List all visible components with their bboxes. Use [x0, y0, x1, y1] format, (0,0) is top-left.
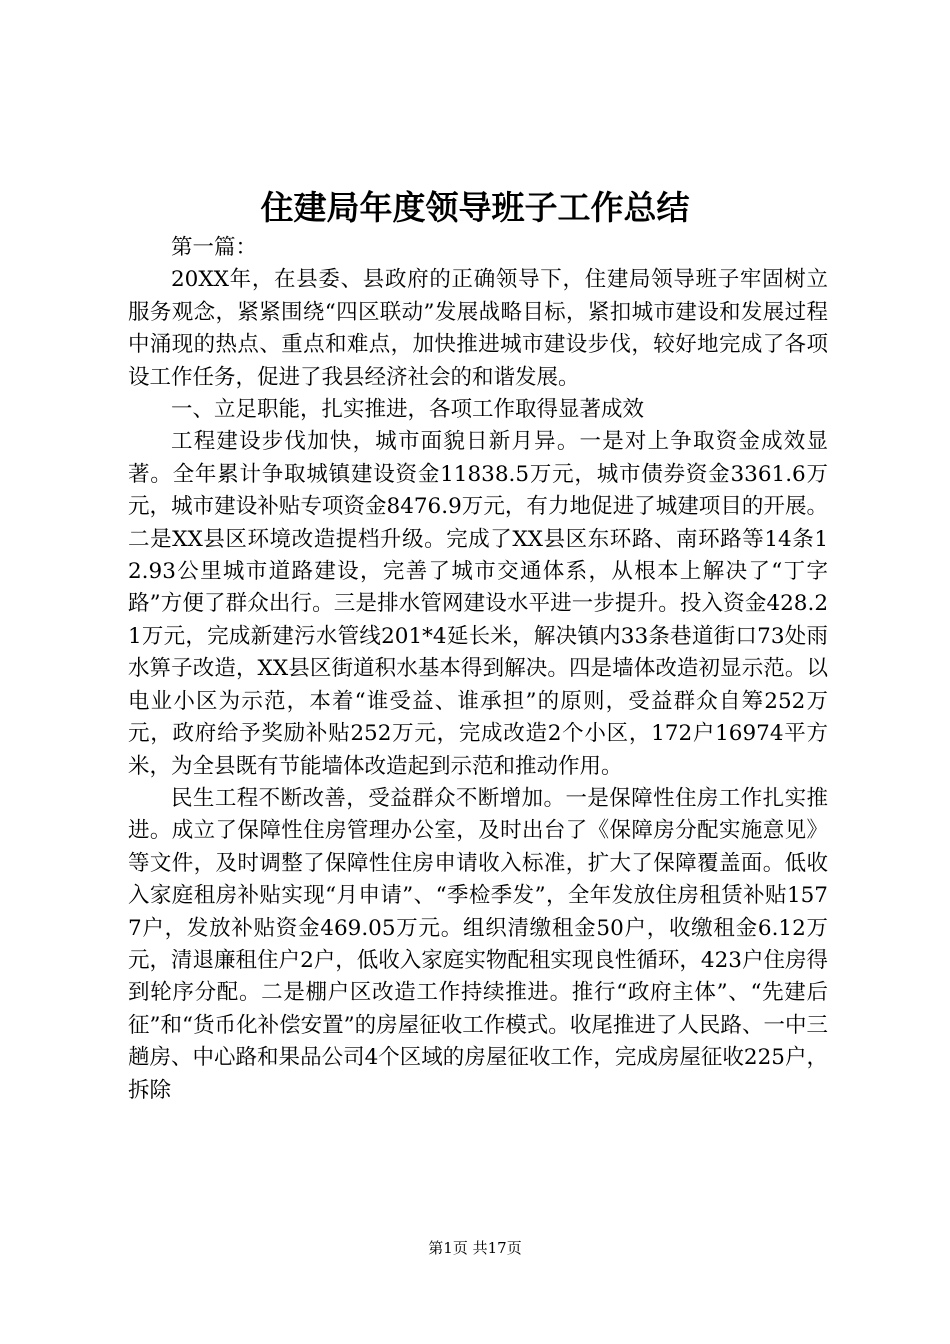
livelihood-paragraph: 民生工程不断改善，受益群众不断增加。一是保障性住房工作扎实推进。成立了保障性住房管理办公室，及时出台了《保障房分配实施意见》等文件，及时调整了保障性住房申请收入标准，扩大了保障覆盖面。低收入家庭租房补贴实现“月申请”、“季检季发”，全年发放住房租赁补贴1577户，发放补贴资金469.05万元。组织清缴租金50户，收缴租金6.12万元，清退廉租住户2户，低收入家庭实物配租实现良性循环，423户住房得到轮序分配。二是棚户区改造工作持续推进。推行“政府主体”、“先建后征”和“货币化补偿安置”的房屋征收工作模式。收尾推进了人民路、一中三趟房、中心路和果品公司4个区域的房屋征收工作，完成房屋征收225户，拆除 [128, 785, 828, 1103]
intro-paragraph: 20XX年，在县委、县政府的正确领导下，住建局领导班子牢固树立服务观念，紧紧围绕“四区联动”发展战略目标，紧扣城市建设和发展过程中涌现的热点、重点和难点，加快推进城市建设步伐，较好地完成了各项设工作任务，促进了我县经济社会的和谐发展。 [128, 267, 828, 390]
document-title: 住建局年度领导班子工作总结 [260, 188, 690, 227]
section-label: 第一篇： [171, 235, 258, 260]
construction-paragraph: 工程建设步伐加快，城市面貌日新月异。一是对上争取资金成效显著。全年累计争取城镇建设资金11838.5万元，城市债券资金3361.6万元，城市建设补贴专项资金8476.9万元，有力地促进了城建项目的开展。二是XX县区环境改造提档升级。完成了XX县区东环路、南环路等14条12.93公里城市道路建设，完善了城市交通体系，从根本上解决了“丁字路”方便了群众出行。三是排水管网建设水平进一步提升。投入资金428.21万元，完成新建污水管线201*4延长米，解决镇内33条巷道街口73处雨水箅子改造，XX县区街道积水基本得到解决。四是墙体改造初显示范。以电业小区为示范，本着“谁受益、谁承担”的原则，受益群众自筹252万元，政府给予奖励补贴252万元，完成改造2个小区，172户16974平方米，为全县既有节能墙体改造起到示范和推动作用。 [128, 429, 828, 779]
section-heading: 一、立足职能，扎实推进，各项工作取得显著成效 [171, 397, 645, 423]
page-footer: 第1页 共17页 [428, 1239, 522, 1257]
document-body [128, 232, 828, 1107]
